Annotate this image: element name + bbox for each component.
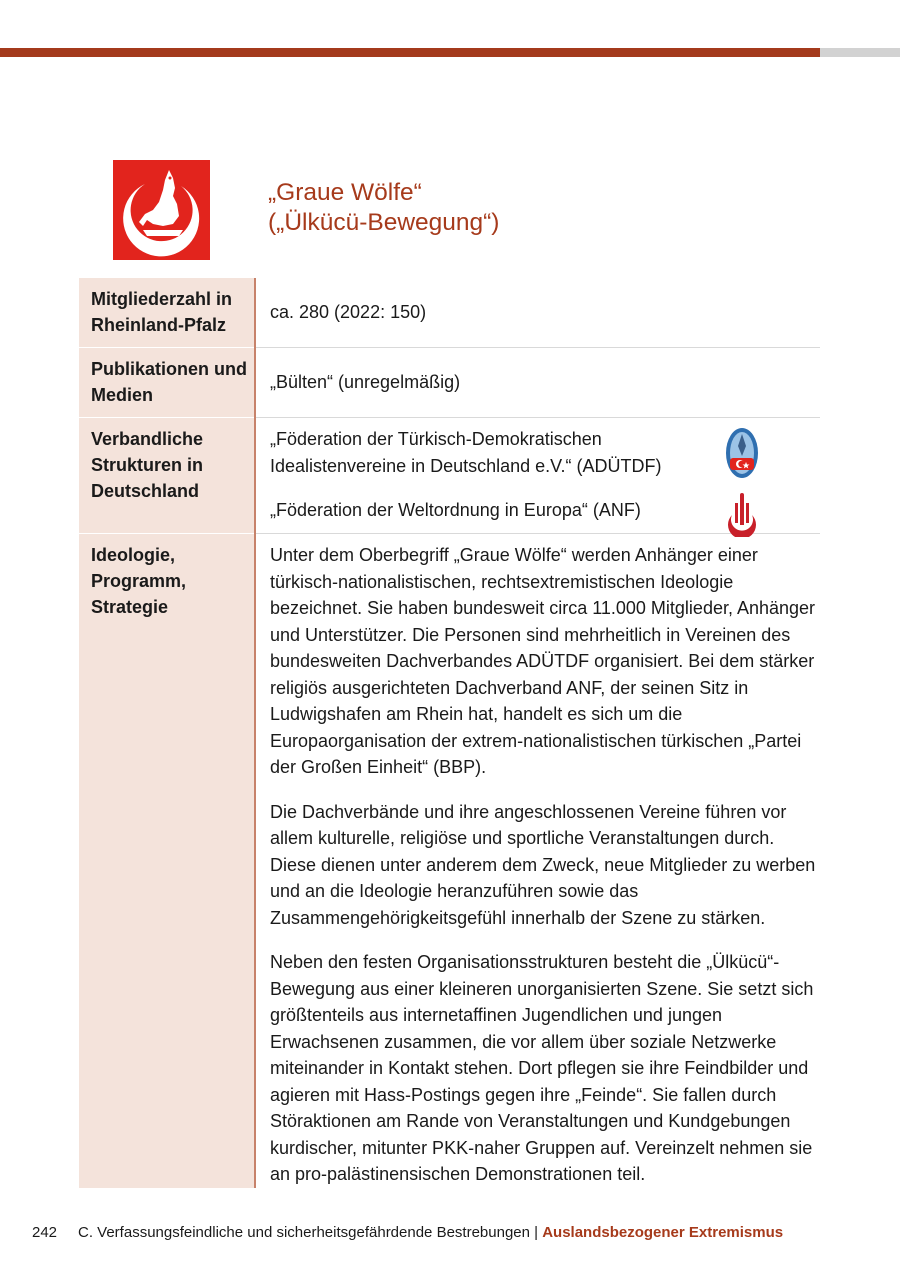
row-ideology — [79, 534, 820, 1188]
ideology-label: Ideologie, Programm, Strategie — [79, 534, 255, 1188]
row-members — [79, 278, 820, 348]
anf-emblem-icon — [724, 491, 760, 545]
top-accent-bar — [0, 48, 820, 57]
publications-label: Publikationen und Medien — [79, 348, 255, 418]
members-value: ca. 280 (2022: 150) — [270, 302, 427, 323]
footer-chapter: C. Verfassungsfeindliche und sicherheitsgefährdende Bestrebungen | — [78, 1224, 543, 1241]
ideology-paragraph-2: Die Dachverbände und ihre angeschlossenen Vereine führen vor allem kulturelle, religiöse und sportliche Veranstaltungen durch. Diese dienen unter anderem dem Zweck, neue Mitglieder zu werben und an die Ideologie heranzuführen sowie das Zusammengehörigkeitsgefühl innerhalb der Szene zu stärken. — [270, 801, 816, 928]
profile-table — [79, 278, 820, 1188]
page-number: 242 — [32, 1224, 58, 1241]
title-line-1: „Graue Wölfe“ — [268, 179, 422, 206]
org-anf-text: „Föderation der Weltordnung in Europa“ (ANF) — [270, 500, 641, 520]
org-adutdf-text: „Föderation der Türkisch-Demokratischen Idealistenvereine in Deutschland e.V.“ (ADÜTDF) — [270, 429, 662, 476]
org-anf — [270, 479, 820, 524]
title-line-2: („Ülkücü-Bewegung“) — [268, 209, 500, 236]
footer-section: Auslandsbezogener Extremismus — [542, 1224, 784, 1241]
ideology-paragraph-1: Unter dem Oberbegriff „Graue Wölfe“ werden Anhänger einer türkisch-nationalistischen, rechtsextremistischen Ideologie bezeichnet. Sie haben bundesweit circa 11.000 Mitglieder, Anhänger und Unterstützer. Die Personen sind mehrheitlich in Vereinen des bundesweiten Dachverbandes ADÜTDF organisiert. Bei dem stärker religiös ausgerichteten Dachverband ANF, der seinen Sitz in Ludwigshafen am Rhein hat, handelt es sich um die Europaorganisation der extrem-nationalistischen türkischen „Partei der Großen Einheit“ (BBP). — [270, 545, 816, 777]
row-publications — [79, 348, 820, 418]
publications-value: „Bülten“ (unregelmäßig) — [270, 372, 461, 393]
ideology-paragraph-3: Neben den festen Organisationsstrukturen besteht die „Ülkücü“-Bewegung aus einer kleineren unorganisierten Szene. Sie setzt sich größtenteils aus internetaffinen Jugendlichen und jungen Erwachsenen zusammen, die vor allem über soziale Netzwerke miteinander in Kontakt stehen. Dort pflegen sie ihre Feindbilder und agieren mit Hass-Postings gegen ihre „Feinde“. Sie fallen durch Störaktionen am Rande von Veranstaltungen und Kundgebungen kurdischer, mitunter PKK-naher Gruppen auf. Vereinzelt nehmen sie an pro-palästinensischen Demonstrationen teil. — [270, 952, 814, 1184]
structures-label: Verbandliche Strukturen in Deutschland — [79, 418, 255, 534]
top-gray-bar — [820, 48, 900, 57]
row-structures — [79, 418, 820, 534]
wolf-crescent-logo — [113, 160, 210, 260]
page-footer — [32, 1224, 783, 1241]
org-adutdf — [270, 418, 820, 479]
members-label: Mitgliederzahl in Rheinland-Pfalz — [79, 278, 255, 348]
page-title — [268, 178, 499, 238]
